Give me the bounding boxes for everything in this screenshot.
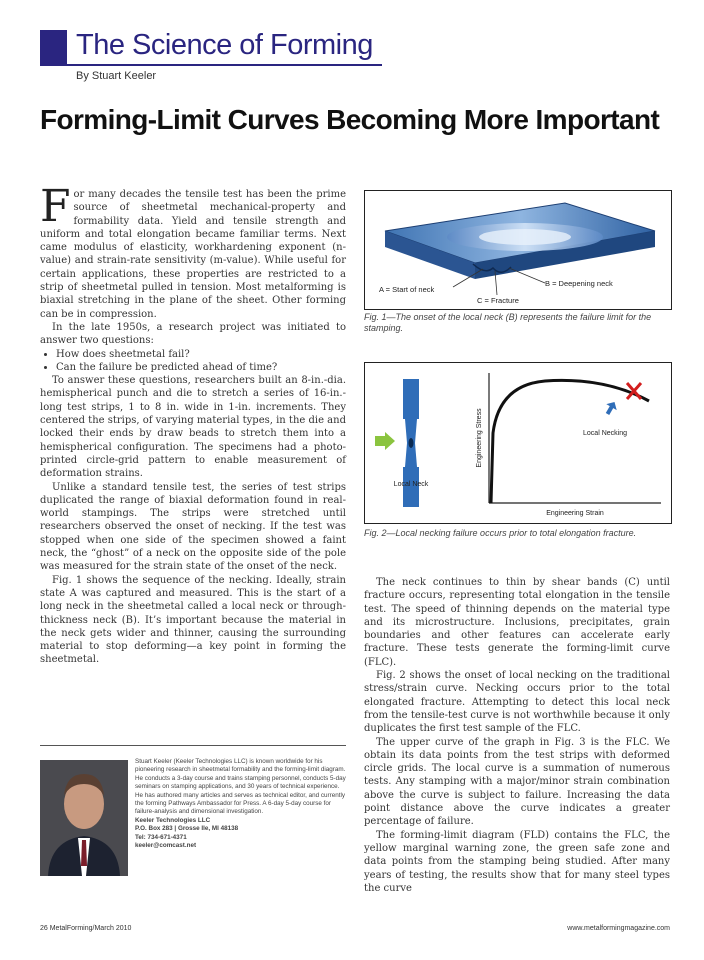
paragraph-text: or many decades the tensile test has been the prime source of sheetmetal mechanical-property and formability data. Yield and tensile strength and uniform and total elongation became familiar terms. Next came modulus of elasticity, workhardening exponent (n-value) and strain-rate sensitivity (m-value). While useful for certain applications, these properties are restricted to a strip of sheetmetal pulled in tension. Most metalforming is biaxial stretching in the plane of the sheet. Other forming can be in compression. (40, 189, 346, 320)
page-footer-right[interactable]: www.metalformingmagazine.com (567, 925, 670, 932)
stress-strain-illustration (365, 363, 671, 523)
bio-address: P.O. Box 283 | Grosse Ile, MI 48138 (135, 825, 239, 833)
label-a: A = Start of neck (379, 285, 435, 294)
necking-sheet-illustration (365, 191, 671, 309)
paragraph: The neck continues to thin by shear bands (C) until fracture occurs, representing total elongation in the tensile test. The speed of thinning depends on the material type and its microstructure. Inclusions, precipitates, grain boundaries and other features can accelerate early fracture. These tests generate the forming-limit curve (FLC). (364, 577, 670, 668)
bio-company: Keeler Technologies LLC (135, 816, 211, 824)
bio-email[interactable]: keeler@comcast.net (135, 842, 197, 850)
department-title: The Science of Forming (76, 29, 373, 61)
drop-cap: F (40, 181, 71, 232)
y-axis-label: Engineering Stress (476, 408, 483, 468)
stress-strain-curve (491, 380, 649, 503)
department-color-bar (40, 30, 67, 64)
label-b: B = Deepening neck (545, 279, 613, 288)
author-bio (135, 758, 347, 850)
paragraph: Fig. 1 shows the sequence of the necking. Ideally, strain state A was captured and measured. This is the start of a long neck in the sheetmetal called a local neck or through-thickness neck (B). It’s important because the material in the neck gets wider and thinner, causing the surrounding material to stop deforming—a key point in forming the sheetmetal. (40, 574, 346, 666)
bio-divider (40, 745, 346, 746)
figure-1-caption: Fig. 1—The onset of the local neck (B) represents the failure limit for the stamping. (364, 312, 652, 333)
paragraph (40, 181, 346, 321)
local-necking-label: Local Necking (583, 430, 627, 437)
question-list (40, 348, 346, 375)
byline: By Stuart Keeler (76, 70, 157, 82)
paragraph: The forming-limit diagram (FLD) contains the FLC, the yellow marginal warning zone, the green safe zone and data points from the stamping being studied. After many years of testing, the results show that for many steel types the curve (364, 829, 670, 894)
list-item: • How does sheetmetal fail? (56, 348, 346, 361)
arrow-icon (602, 399, 619, 417)
bio-phone: Tel: 734-671-4371 (135, 833, 187, 841)
paragraph: Fig. 2 shows the onset of local necking on the traditional stress/strain curve. Necking occurs prior to the total elongated fracture. Attempting to detect this local neck from the tensile-test curve is not worthwhile because it only duplicates the first test sample of the FLC. (364, 670, 670, 735)
bio-paragraph: Stuart Keeler (Keeler Technologies LLC) is known worldwide for his pioneering research in sheetmetal formability and the forming-limit diagram. He conducts a 3-day course and trains stamping personnel, conducts 5-day seminars on stamping applications, and 30 years of technical experience. He has authored many articles and serves as technical editor, and currently the forming Pathways Ambassador for Press. A 6-day 5-day course for failure-analysis and dimensional investigation. (135, 758, 346, 816)
paragraph: In the late 1950s, a research project was initiated to answer two questions: (40, 321, 346, 347)
body-column-right (364, 576, 670, 895)
local-neck-label: Local Neck (393, 481, 429, 488)
paragraph: To answer these questions, researchers built an 8-in.-dia. hemispherical punch and die to stretch a series of 16-in.-long test strips, 1 to 8 in. wide in 1-in. increments. They centered the strips, of varying material types, in the die and locked their ends by draw beads to stretch them into a hemispherical configuration. The specimens had a photo-printed circle-grid pattern to enable measurement of deformation strains. (40, 375, 346, 480)
paragraph: Unlike a standard tensile test, the series of test strips duplicated the range of biaxial deformation found in real-world stampings. The strips were stretched until researchers observed the onset of necking. If the test was stopped when one side of the specimen showed a faint neck, the “ghost” of a neck on the opposite side of the pole was measured for the strain state of the onset of the neck. (40, 481, 346, 573)
body-column-left (40, 181, 346, 667)
figure-2 (364, 362, 672, 524)
label-c: C = Fracture (477, 296, 519, 305)
figure-2-caption: Fig. 2—Local necking failure occurs prior to total elongation fracture. (364, 528, 637, 538)
author-photo (40, 760, 128, 876)
list-item: • Can the failure be predicted ahead of time? (56, 361, 346, 374)
x-axis-label: Engineering Strain (546, 510, 604, 517)
article-headline: Forming-Limit Curves Becoming More Important (40, 104, 660, 135)
figure-1 (364, 190, 672, 310)
arrow-icon (375, 432, 395, 450)
department-rule (40, 64, 382, 66)
page-footer-left: 26 MetalForming/March 2010 (40, 925, 132, 932)
paragraph: The upper curve of the graph in Fig. 3 is the FLC. We obtain its data points from the test strips with deformed circle grids. The local curve is a summation of numerous tests. Any stamping with a major/minor strain combination above the curve is subject to failure. Increasing the data point distance above the curve indicates a greater percentage of failure. (364, 736, 670, 828)
